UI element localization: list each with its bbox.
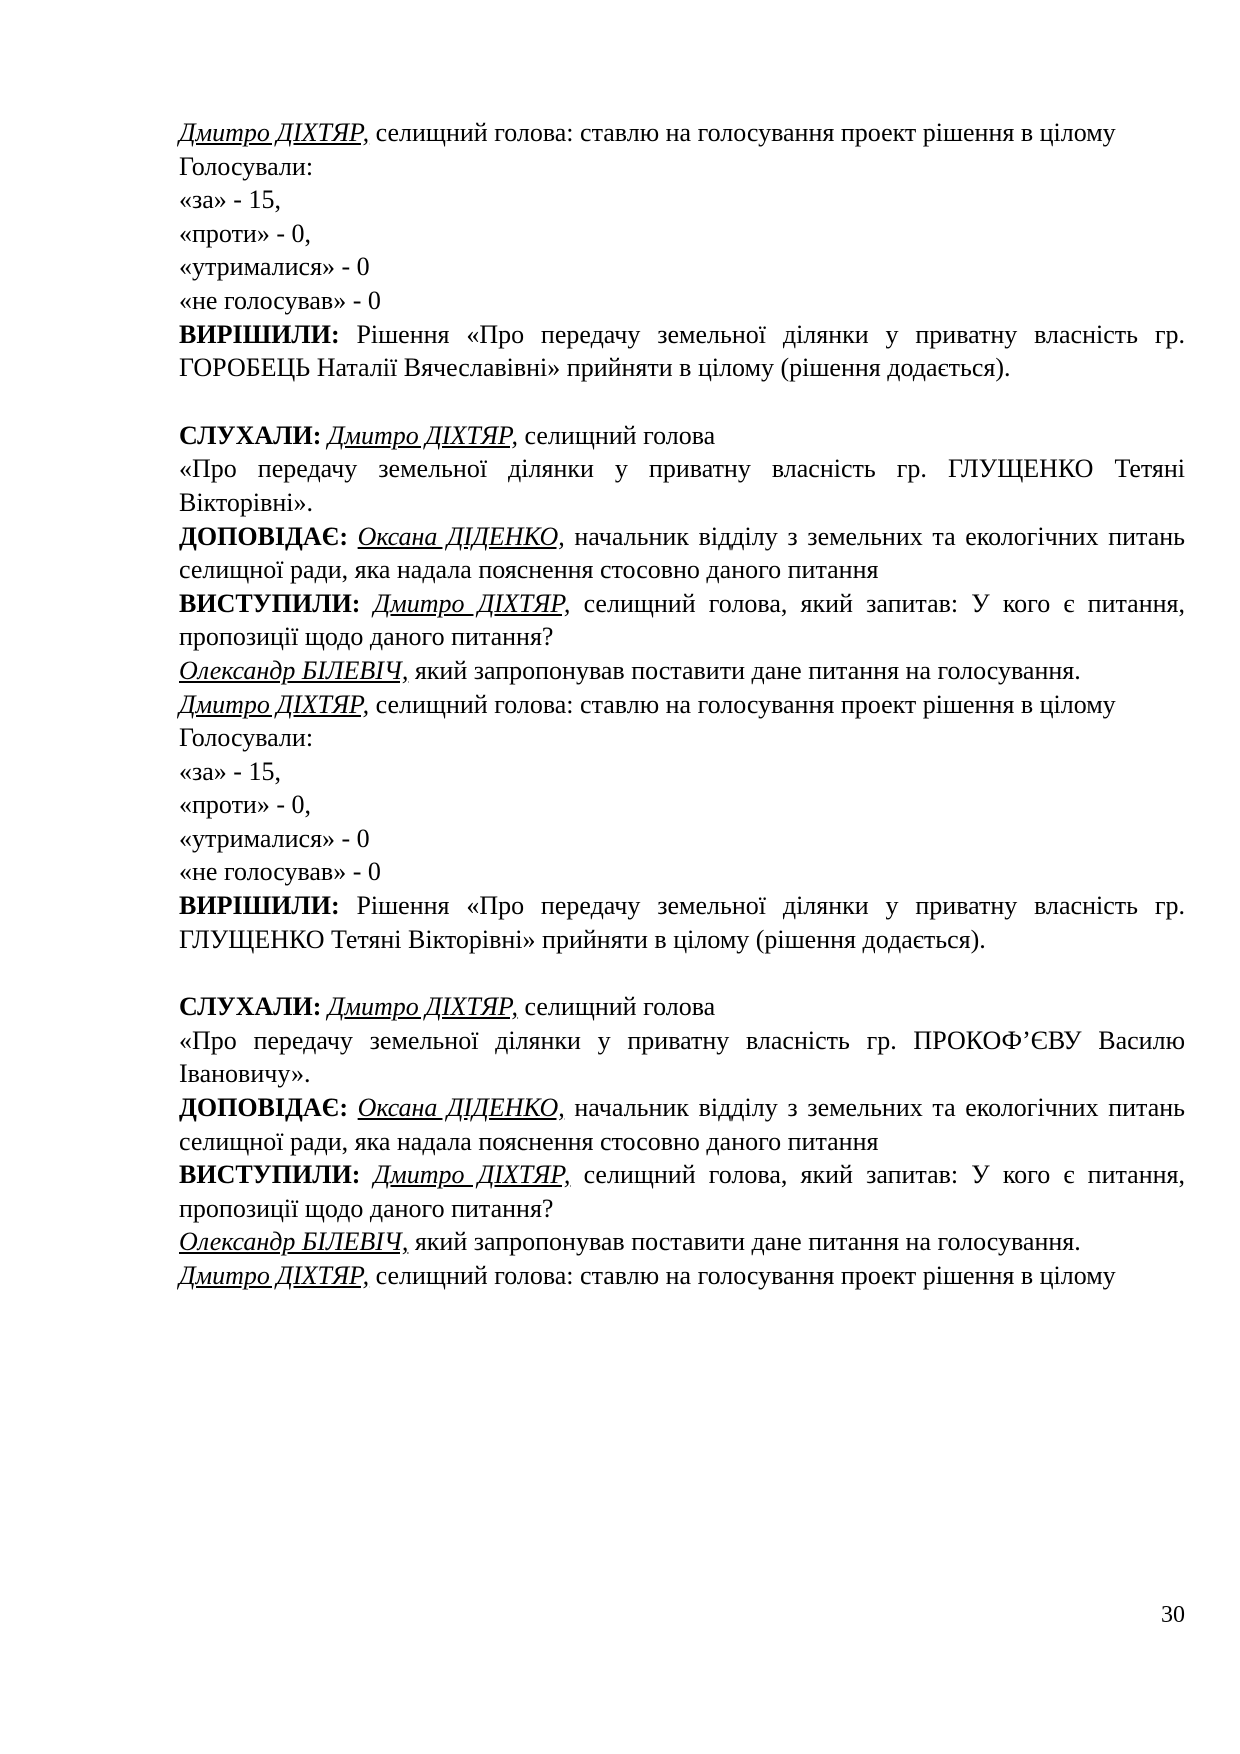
text-paragraph xyxy=(179,1091,1185,1158)
text-paragraph xyxy=(179,788,1185,822)
text-paragraph xyxy=(179,990,1185,1024)
text-run: «Про передачу земельної ділянки у приватну власність гр. ГЛУЩЕНКО Тетяні Вікторівні». xyxy=(179,454,1185,517)
text-run: «утрималися» - 0 xyxy=(179,823,370,853)
text-paragraph xyxy=(179,250,1185,284)
text-run: селищний голова, який запитав: У кого є питання, пропозиції щодо даного питання? xyxy=(179,1160,1185,1223)
agenda-section xyxy=(179,116,1185,385)
text-paragraph xyxy=(179,520,1185,587)
agenda-section xyxy=(179,419,1185,957)
paragraph-spacer xyxy=(179,385,1185,419)
text-run: селищний голова xyxy=(518,992,716,1022)
person-name: Дмитро ДІХТЯР, xyxy=(179,118,370,147)
agenda-section xyxy=(179,990,1185,1292)
text-paragraph xyxy=(179,1225,1185,1259)
text-paragraph xyxy=(179,284,1185,318)
text-run: «утрималися» - 0 xyxy=(179,252,370,282)
text-run: «не голосував» - 0 xyxy=(179,285,381,315)
text-run xyxy=(360,1160,373,1189)
text-run: селищний голова, який запитав: У кого є питання, пропозиції щодо даного питання? xyxy=(179,588,1185,652)
text-paragraph xyxy=(179,755,1185,789)
document-body xyxy=(179,116,1185,1293)
section-keyword: СЛУХАЛИ: xyxy=(179,420,322,450)
person-name: Дмитро ДІХТЯР, xyxy=(327,420,519,450)
text-paragraph xyxy=(179,587,1185,654)
person-name: Дмитро ДІХТЯР, xyxy=(327,992,519,1022)
text-paragraph xyxy=(179,183,1185,217)
text-paragraph xyxy=(179,889,1185,956)
page-number: 30 xyxy=(1161,1602,1185,1628)
text-run: «проти» - 0, xyxy=(179,218,312,248)
text-run xyxy=(360,589,373,618)
text-run: «за» - 15, xyxy=(179,756,281,786)
section-keyword: ДОПОВІДАЄ: xyxy=(179,521,348,551)
text-run: селищний голова: ставлю на голосування проект рішення в цілому xyxy=(369,689,1116,719)
text-run: селищний голова: ставлю на голосування проект рішення в цілому xyxy=(369,1261,1116,1290)
text-run: Голосували: xyxy=(179,151,314,181)
person-name: Оксана ДІДЕНКО, xyxy=(357,521,565,551)
section-keyword: ВИРІШИЛИ: xyxy=(179,891,340,921)
section-keyword: ВИСТУПИЛИ: xyxy=(179,588,361,618)
text-paragraph xyxy=(179,116,1185,150)
text-paragraph xyxy=(179,654,1185,688)
section-keyword: ВИРІШИЛИ: xyxy=(179,319,340,349)
text-paragraph xyxy=(179,721,1185,755)
text-paragraph xyxy=(179,318,1185,385)
text-paragraph xyxy=(179,419,1185,453)
text-run: який запропонував поставити дане питання на голосування. xyxy=(408,655,1081,685)
person-name: Дмитро ДІХТЯР, xyxy=(179,1261,370,1290)
text-run: начальник відділу з земельних та екологічних питань селищної ради, яка надала пояснення стосовно даного питання xyxy=(179,521,1186,585)
text-paragraph xyxy=(179,688,1185,722)
text-run: начальник відділу з земельних та екологічних питань селищної ради, яка надала пояснення стосовно даного питання xyxy=(179,1093,1186,1156)
section-keyword: ВИСТУПИЛИ: xyxy=(179,1160,361,1190)
text-paragraph xyxy=(179,452,1185,519)
person-name: Оксана ДІДЕНКО, xyxy=(357,1093,565,1123)
text-run: Голосували: xyxy=(179,723,314,753)
text-run: «Про передачу земельної ділянки у приватну власність гр. ПРОКОФ’ЄВУ Василю Івановичу». xyxy=(179,1025,1185,1089)
person-name: Дмитро ДІХТЯР, xyxy=(179,689,370,719)
person-name: Олександр БІЛЕВІЧ, xyxy=(179,1227,409,1257)
text-paragraph xyxy=(179,855,1185,889)
text-run: «проти» - 0, xyxy=(179,790,312,820)
text-paragraph xyxy=(179,1024,1185,1091)
text-run: селищний голова: ставлю на голосування проект рішення в цілому xyxy=(369,118,1116,147)
text-run: «за» - 15, xyxy=(179,185,281,215)
text-paragraph xyxy=(179,217,1185,251)
paragraph-spacer xyxy=(179,956,1185,990)
text-run: Рішення «Про передачу земельної ділянки у приватну власність гр. ГЛУЩЕНКО Тетяні Вікторівні» прийняти в цілому (рішення додається). xyxy=(179,891,1185,954)
text-run: селищний голова xyxy=(518,420,716,450)
person-name: Олександр БІЛЕВІЧ, xyxy=(179,655,409,685)
text-run xyxy=(348,1093,358,1122)
text-paragraph xyxy=(179,822,1185,856)
person-name: Дмитро ДІХТЯР, xyxy=(373,1160,571,1190)
section-keyword: СЛУХАЛИ: xyxy=(179,992,322,1022)
text-paragraph xyxy=(179,1158,1185,1225)
text-run xyxy=(348,522,358,551)
text-run: «не голосував» - 0 xyxy=(179,857,381,887)
text-paragraph xyxy=(179,1259,1185,1293)
person-name: Дмитро ДІХТЯР, xyxy=(373,588,571,618)
section-keyword: ДОПОВІДАЄ: xyxy=(179,1093,348,1123)
text-run: який запропонував поставити дане питання на голосування. xyxy=(408,1227,1081,1257)
text-paragraph xyxy=(179,150,1185,184)
text-run: Рішення «Про передачу земельної ділянки у приватну власність гр. ГОРОБЕЦЬ Наталії Вячеславівні» прийняти в цілому (рішення додається). xyxy=(179,319,1185,383)
